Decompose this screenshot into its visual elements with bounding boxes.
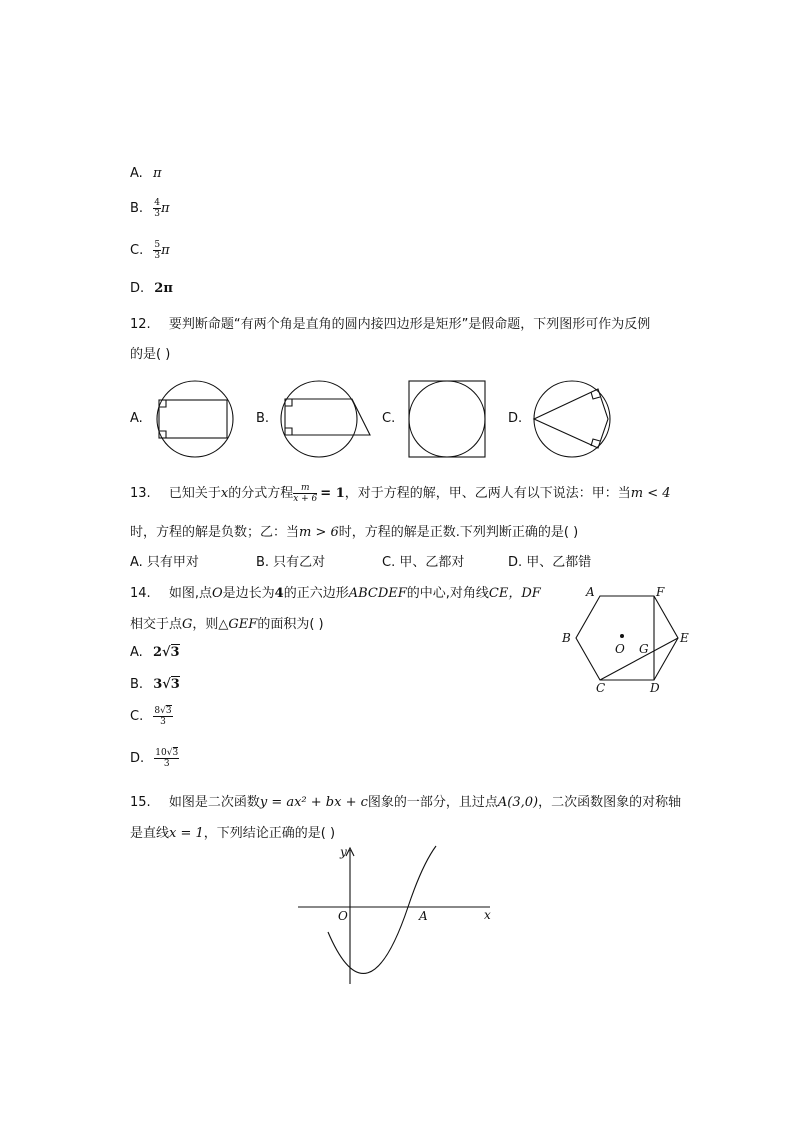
text: 时，方程的解是正数.下列判断正确的是( ) bbox=[338, 525, 579, 540]
label-b: B bbox=[562, 631, 571, 645]
center-point-o bbox=[620, 634, 624, 638]
question-number: 15. bbox=[130, 795, 151, 810]
text: 是直线 bbox=[130, 826, 170, 841]
math-diagonals: CE，DF bbox=[488, 586, 541, 601]
math-cond1: m < 4 bbox=[630, 486, 671, 501]
sqrt-sign: √ bbox=[162, 677, 171, 692]
text: 的面积为( ) bbox=[257, 617, 324, 632]
math-x: x bbox=[220, 486, 229, 501]
label-a: A bbox=[419, 909, 428, 923]
q14-option-c[interactable] bbox=[130, 706, 173, 727]
q13-option-c[interactable]: C. 甲、乙都对 bbox=[382, 555, 465, 570]
q15-parabola-figure bbox=[290, 840, 510, 990]
text: 的分式方程 bbox=[228, 486, 294, 501]
q15-stem-line1 bbox=[130, 791, 681, 810]
label-c: C bbox=[596, 681, 606, 695]
q13-stem-line2 bbox=[130, 521, 578, 540]
q14-stem-line1 bbox=[130, 582, 541, 601]
option-coef: 3 bbox=[153, 677, 163, 692]
option-suffix: π bbox=[160, 201, 170, 216]
option-fraction: $\frac{8√3}{3}$ bbox=[154, 706, 172, 727]
q11-option-c[interactable] bbox=[130, 240, 170, 261]
text: 图象的一部分，且过点 bbox=[367, 795, 498, 810]
q12-stem-line1 bbox=[130, 313, 650, 332]
option-letter: C. bbox=[130, 709, 144, 724]
label-o: O bbox=[338, 909, 348, 923]
option-radicand: 3 bbox=[170, 645, 180, 660]
label-g: G bbox=[639, 642, 649, 656]
option-letter: A. bbox=[130, 166, 143, 181]
label-o: O bbox=[615, 642, 625, 656]
option-fraction: $\frac{5}{3}$ bbox=[154, 240, 161, 261]
rectangle-a bbox=[159, 400, 227, 438]
text: ，下列结论正确的是( ) bbox=[203, 826, 336, 841]
question-text: 要判断命题“有两个角是直角的圆内接四边形是矩形”是假命题，下列图形可作为反例 bbox=[168, 317, 651, 332]
q12-figure-label-d[interactable]: D. bbox=[508, 411, 523, 426]
q12-figure-label-b[interactable]: B. bbox=[256, 411, 270, 426]
option-suffix: π bbox=[161, 243, 170, 258]
question-number: 12. bbox=[130, 317, 151, 332]
q13-option-b[interactable]: B. 只有乙对 bbox=[256, 555, 326, 570]
q13-stem-line1 bbox=[130, 482, 671, 504]
text: ，二次函数图象的对称轴 bbox=[538, 795, 682, 810]
text: 相交于点 bbox=[130, 617, 183, 632]
q15-stem-line2 bbox=[130, 822, 335, 841]
q13-option-d[interactable]: D. 甲、乙都错 bbox=[508, 555, 592, 570]
text: 如图,点 bbox=[168, 586, 212, 601]
q14-option-a[interactable] bbox=[130, 645, 180, 660]
circle-c bbox=[409, 381, 485, 457]
sqrt-sign: √ bbox=[161, 645, 171, 660]
math-g: G bbox=[182, 617, 193, 632]
text: 时，方程的解是负数；乙：当 bbox=[130, 525, 300, 540]
text: ，对于方程的解，甲、乙两人有以下说法：甲：当 bbox=[344, 486, 631, 501]
text: 如图是二次函数 bbox=[168, 795, 260, 810]
equation-fraction: $\frac{m}{x + 6}$ bbox=[293, 483, 318, 504]
math-o: O bbox=[211, 586, 223, 601]
option-coef: 2 bbox=[152, 645, 162, 660]
q11-option-d[interactable] bbox=[130, 281, 173, 296]
question-number: 14. bbox=[130, 586, 151, 601]
math-hexagon: ABCDEF bbox=[348, 586, 407, 601]
q14-stem-line2 bbox=[130, 613, 324, 632]
math-triangle: △GEF bbox=[218, 617, 258, 632]
text: 已知关于 bbox=[168, 486, 221, 501]
option-letter: D. bbox=[130, 751, 145, 766]
q11-option-b[interactable] bbox=[130, 198, 169, 219]
label-f: F bbox=[656, 585, 665, 599]
q12-figure-label-a[interactable]: A. bbox=[130, 411, 143, 426]
text: 的中心,对角线 bbox=[406, 586, 489, 601]
circle-a bbox=[157, 381, 233, 457]
math-function: y = ax² + bx + c bbox=[259, 795, 368, 810]
label-x: x bbox=[484, 908, 491, 922]
option-fraction: $\frac{10√3}{3}$ bbox=[155, 748, 179, 769]
math-point: A(3,0) bbox=[497, 795, 539, 810]
option-letter: B. bbox=[130, 201, 144, 216]
text: 的正六边形 bbox=[283, 586, 349, 601]
hexagon bbox=[576, 596, 678, 680]
option-text: π bbox=[152, 166, 162, 181]
text: ，则 bbox=[192, 617, 219, 632]
label-e: E bbox=[680, 631, 689, 645]
option-text: 2π bbox=[154, 281, 173, 296]
option-letter: D. bbox=[130, 281, 145, 296]
option-radicand: 3 bbox=[170, 677, 180, 692]
text: 是边长为 bbox=[222, 586, 275, 601]
q12-stem-line2: 的是( ) bbox=[130, 347, 171, 362]
q12-figures bbox=[0, 370, 794, 470]
q12-figure-label-c[interactable]: C. bbox=[382, 411, 396, 426]
q13-option-a[interactable]: A. 只有甲对 bbox=[130, 555, 199, 570]
math-four: 4 bbox=[274, 586, 284, 601]
math-eq: = 1 bbox=[320, 486, 345, 501]
circle-b bbox=[281, 381, 357, 457]
q11-option-a[interactable] bbox=[130, 166, 161, 181]
option-letter: C. bbox=[130, 243, 144, 258]
math-axis: x = 1 bbox=[169, 826, 204, 841]
question-number: 13. bbox=[130, 486, 151, 501]
right-angle-mark-d1 bbox=[591, 392, 600, 399]
q14-option-d[interactable] bbox=[130, 748, 179, 769]
option-fraction: $\frac{4}{3}$ bbox=[154, 198, 160, 219]
option-letter: A. bbox=[130, 645, 143, 660]
q14-hexagon-figure bbox=[550, 580, 700, 700]
label-a: A bbox=[586, 585, 595, 599]
label-d: D bbox=[650, 681, 660, 695]
math-cond2: m > 6 bbox=[299, 525, 339, 540]
q14-option-b[interactable] bbox=[130, 677, 180, 692]
right-angle-mark-b2 bbox=[285, 428, 292, 435]
label-y: y bbox=[340, 845, 347, 859]
option-letter: B. bbox=[130, 677, 144, 692]
